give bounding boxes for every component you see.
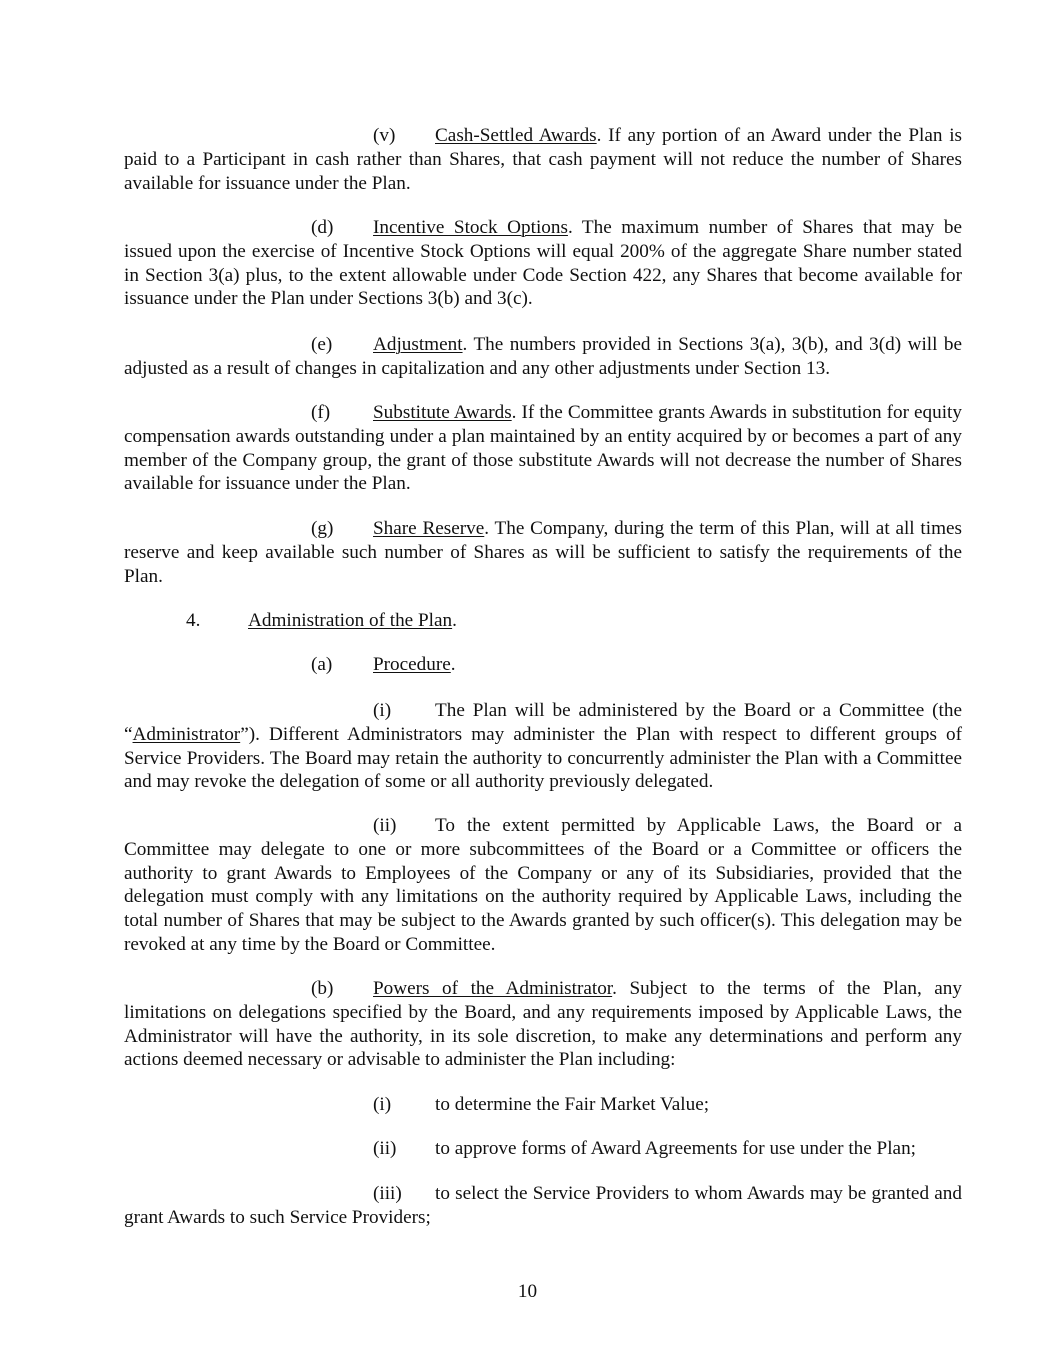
paragraph-procedure (124, 653, 962, 677)
paragraph-procedure-ii (124, 814, 962, 957)
paragraph-heading: Procedure (373, 654, 451, 675)
paragraph-defined-term: Administrator (132, 723, 241, 745)
paragraph-label: (ii) (373, 1138, 397, 1159)
paragraph-heading: Cash-Settled Awards (435, 125, 597, 146)
paragraph-powers-iii (124, 1182, 962, 1230)
paragraph-label: (a) (311, 654, 333, 675)
page-number: 10 (517, 1281, 538, 1302)
paragraph-label: (e) (311, 334, 333, 355)
paragraph-label: (iii) (373, 1183, 402, 1204)
section-4-heading (124, 609, 962, 633)
paragraph-cash-settled-awards (124, 124, 962, 195)
paragraph-substitute-awards (124, 401, 962, 496)
paragraph-text-before: The Plan will be administered by the Board or a Committee (the “ (124, 700, 962, 745)
paragraph-label: (ii) (373, 815, 397, 836)
paragraph-adjustment (124, 333, 962, 381)
paragraph-heading: Incentive Stock Options (373, 217, 568, 238)
section-title-suffix: . (452, 610, 457, 631)
paragraph-text: . Subject to the terms of the Plan, any limitations on delegations specified by the Board, and any requirements imposed by Applicable Laws, the Administrator will have the authority, in its sole discretion, to make any determinations and perform any actions deemed necessary or advisable to administer the Plan including: (124, 978, 962, 1071)
paragraph-text: To the extent permitted by Applicable Laws, the Board or a Committee may delegate to one or more subcommittees of the Board or a Committee or officers the authority to grant Awards to Employees of the Company or any of its Subsidiaries, provided that the delegation must comply with any limitations on the authority required by Applicable Laws, including the total number of Shares that may be subject to the Awards granted by such officer(s). This delegation may be revoked at any time by the Board or Committee. (124, 815, 962, 955)
paragraph-powers-ii (124, 1137, 962, 1161)
paragraph-heading: Powers of the Administrator (373, 978, 613, 999)
paragraph-incentive-stock-options (124, 216, 962, 311)
paragraph-label: (i) (373, 1094, 392, 1115)
section-title-wrap (248, 609, 457, 633)
paragraph-label: (d) (311, 217, 334, 238)
paragraph-powers-i (124, 1093, 962, 1117)
paragraph-text: . The numbers provided in Sections 3(a), 3(b), and 3(d) will be adjusted as a result of changes in capitalization and any other adjustments under Section 13. (124, 334, 962, 379)
paragraph-heading: Adjustment (373, 334, 463, 355)
paragraph-text-after: ”). Different Administrators may administer the Plan with respect to different groups of Service Providers. The Board may retain the authority to concurrently administer the Plan with a Committee and may revoke the delegation of some or all authority previously delegated. (124, 723, 962, 793)
paragraph-label: (b) (311, 978, 334, 999)
section-title: Administration of the Plan (248, 610, 453, 631)
paragraph-text: to approve forms of Award Agreements for use under the Plan; (435, 1138, 916, 1159)
paragraph-text: to select the Service Providers to whom Awards may be granted and grant Awards to such Service Providers; (124, 1183, 962, 1228)
paragraph-powers-of-administrator (124, 977, 962, 1072)
paragraph-text: . If any portion of an Award under the Plan is paid to a Participant in cash rather than Shares, that cash payment will not reduce the number of Shares available for issuance under the Plan. (124, 125, 963, 194)
paragraph-label: (f) (311, 402, 331, 423)
paragraph-text: . The Company, during the term of this Plan, will at all times reserve and keep available such number of Shares as will be sufficient to satisfy the requirements of the Plan. (124, 518, 962, 587)
paragraph-label: (g) (311, 518, 334, 539)
paragraph-heading: Share Reserve (373, 518, 485, 539)
paragraph-heading: Substitute Awards (373, 402, 512, 423)
section-number: 4. (186, 610, 201, 631)
paragraph-text: to determine the Fair Market Value; (435, 1094, 710, 1115)
paragraph-label: (i) (373, 700, 392, 721)
paragraph-label: (v) (373, 125, 396, 146)
paragraph-share-reserve (124, 517, 962, 588)
paragraph-text: . (450, 654, 456, 675)
paragraph-text: . The maximum number of Shares that may be issued upon the exercise of Incentive Stock Options will equal 200% of the aggregate Share number stated in Section 3(a) plus, to the extent allowable under Code Section 422, any Shares that become available for issuance under the Plan under Sections 3(b) and 3(c). (124, 217, 962, 310)
paragraph-text: . If the Committee grants Awards in substitution for equity compensation awards outstanding under a plan maintained by an entity acquired by or becomes a part of any member of the Company group, the grant of those substitute Awards will not decrease the number of Shares available for issuance under the Plan. (124, 402, 962, 495)
paragraph-procedure-i (124, 699, 962, 794)
